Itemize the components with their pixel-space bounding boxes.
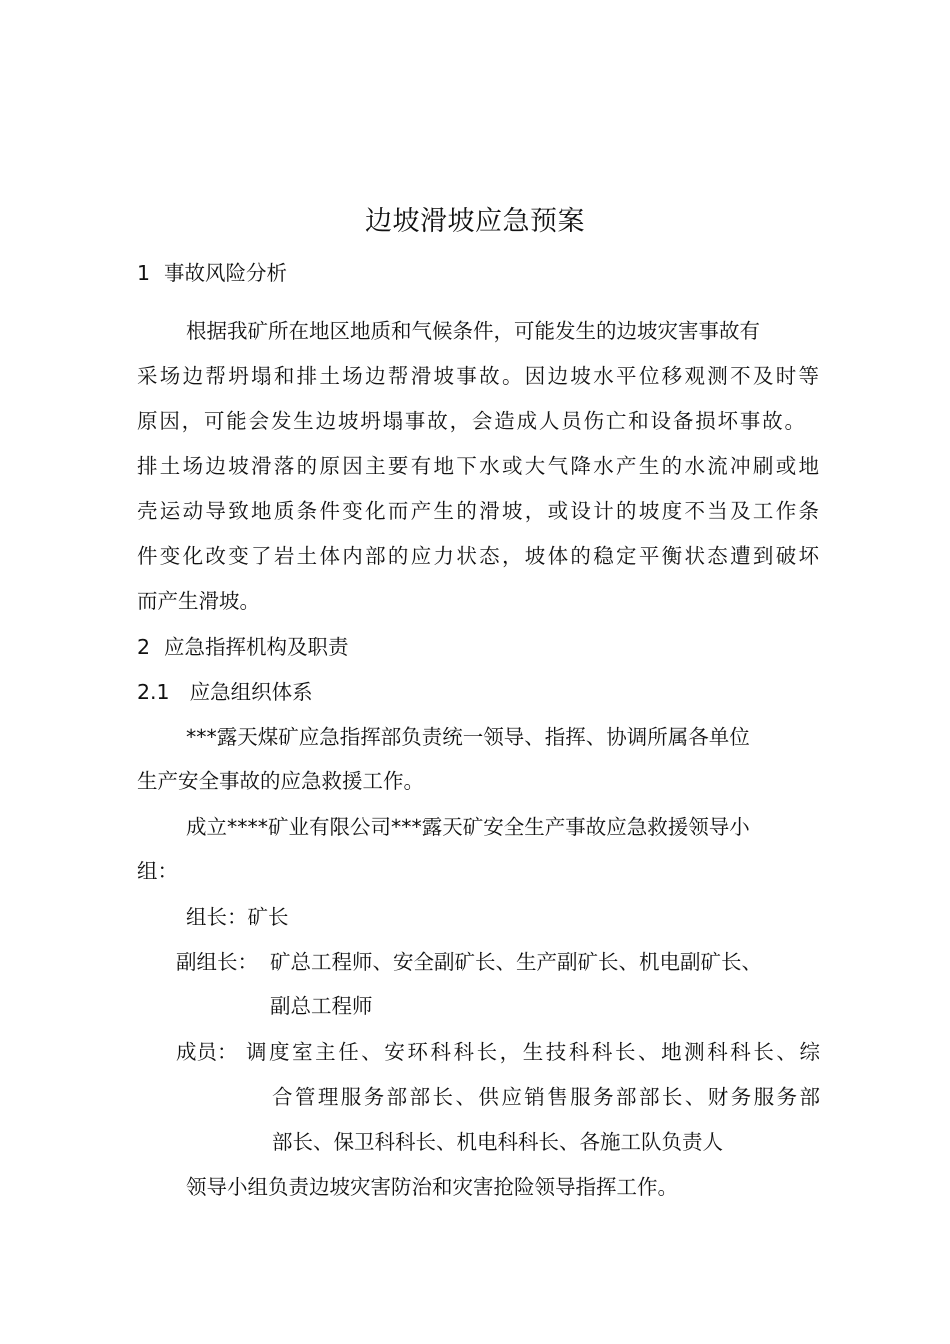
section-1-heading bbox=[137, 258, 287, 288]
members-label: 成员： bbox=[176, 1040, 238, 1064]
deputy-line: 副总工程师 bbox=[270, 994, 373, 1018]
subsection-number: 2.1 bbox=[137, 680, 170, 704]
group-leader: 组长：矿长 bbox=[186, 905, 289, 929]
section-title: 应急指挥机构及职责 bbox=[164, 635, 349, 659]
paragraph-line: 原因，可能会发生边坡坍塌事故，会造成人员伤亡和设备损坏事故。 bbox=[137, 409, 805, 433]
subsection-2-1-heading bbox=[137, 677, 313, 707]
paragraph-line: 排土场边坡滑落的原因主要有地下水或大气降水产生的水流冲刷或地 bbox=[137, 454, 819, 478]
paragraph-line: 成立****矿业有限公司***露天矿安全生产事故应急救援领导小 bbox=[186, 815, 750, 839]
deputy-label: 副组长： bbox=[176, 950, 258, 974]
deputy-line: 矿总工程师、安全副矿长、生产副矿长、机电副矿长、 bbox=[270, 950, 762, 974]
document-title: 边坡滑坡应急预案 bbox=[365, 206, 585, 237]
members-line: 合管理服务部部长、供应销售服务部部长、财务服务部 bbox=[272, 1085, 820, 1109]
members-line: 调度室主任、安环科科长，生技科科长、地测科科长、综 bbox=[246, 1040, 820, 1064]
paragraph-line: 组： bbox=[137, 859, 178, 883]
section-title: 事故风险分析 bbox=[164, 261, 288, 285]
paragraph-line: 件变化改变了岩土体内部的应力状态，坡体的稳定平衡状态遭到破坏 bbox=[137, 544, 819, 568]
subsection-title: 应急组织体系 bbox=[189, 680, 313, 704]
closing-statement: 领导小组负责边坡灾害防治和灾害抢险领导指挥工作。 bbox=[186, 1175, 678, 1199]
paragraph-line: 生产安全事故的应急救援工作。 bbox=[137, 769, 424, 793]
section-2-heading bbox=[137, 632, 349, 662]
paragraph-line: 壳运动导致地质条件变化而产生的滑坡，或设计的坡度不当及工作条 bbox=[137, 499, 819, 523]
paragraph-line: 采场边帮坍塌和排土场边帮滑坡事故。因边坡水平位移观测不及时等 bbox=[137, 364, 819, 388]
section-number: 1 bbox=[137, 261, 151, 285]
paragraph-line: 而产生滑坡。 bbox=[137, 589, 260, 613]
paragraph-line: ***露天煤矿应急指挥部负责统一领导、指挥、协调所属各单位 bbox=[186, 725, 750, 749]
section-number: 2 bbox=[137, 635, 151, 659]
members-line: 部长、保卫科科长、机电科科长、各施工队负责人 bbox=[272, 1130, 723, 1154]
paragraph-line: 根据我矿所在地区地质和气候条件，可能发生的边坡灾害事故有 bbox=[186, 319, 760, 343]
